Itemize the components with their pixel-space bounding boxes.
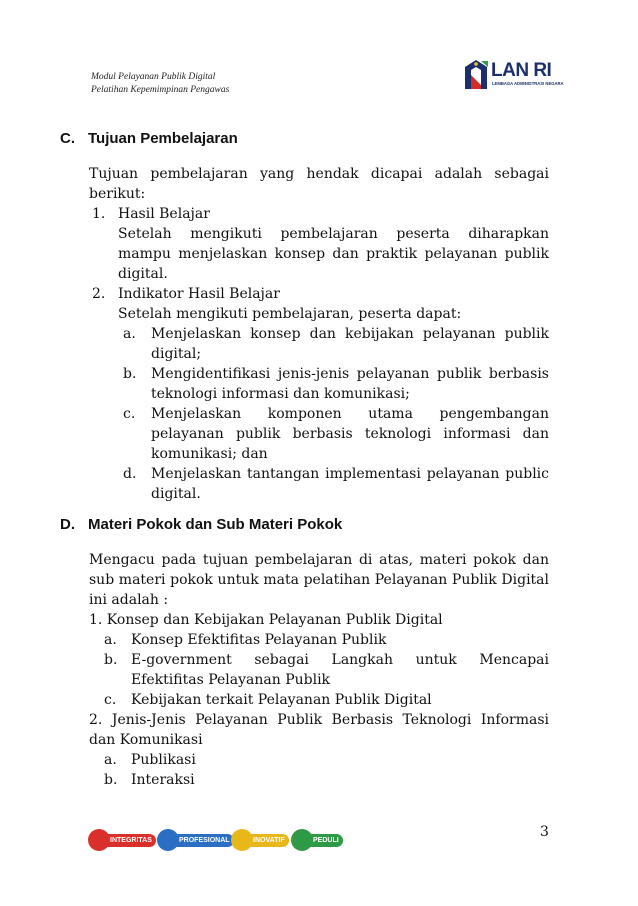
indicator-text-d: Menjelaskan tantangan implementasi pelayanan public digital. xyxy=(151,466,549,502)
indicator-label-c: c. xyxy=(123,406,136,422)
indicator-label-a: a. xyxy=(123,326,136,342)
indicator-label-d: d. xyxy=(123,466,137,482)
core-values-strip xyxy=(88,827,346,853)
header-training-title: Pelatihan Kepemimpinan Pengawas xyxy=(91,85,230,95)
materi-1-label-c: c. xyxy=(104,692,117,708)
indicator-text-c: Menjelaskan komponen utama pengembangan pelayanan publik berbasis teknologi informasi dan komunikasi; dan xyxy=(151,406,549,462)
value-badge-inovatif xyxy=(231,827,289,853)
section-c-heading xyxy=(60,130,238,147)
value-badge-integritas xyxy=(88,827,156,853)
indicator-text-a: Menjelaskan konsep dan kebijakan pelayanan publik digital; xyxy=(151,326,549,362)
indicator-text-b: Mengidentifikasi jenis-jenis pelayanan publik berbasis teknologi informasi dan komunikasi; xyxy=(151,366,549,402)
materi-2-label-b: b. xyxy=(104,772,118,788)
value-label-profesional: PROFESIONAL xyxy=(176,834,234,847)
materi-2-label-a: a. xyxy=(104,752,117,768)
section-d-letter: D. xyxy=(60,516,75,533)
result-text-1: Setelah mengikuti pembelajaran peserta diharapkan mampu menjelaskan konsep dan praktik pelayanan publik digital. xyxy=(118,226,549,282)
section-c-letter: C. xyxy=(60,130,75,147)
materi-1-label-b: b. xyxy=(104,652,118,668)
logo-wordmark: LAN RI xyxy=(491,60,552,81)
result-title-1: Hasil Belajar xyxy=(118,206,210,222)
materi-2-text-a: Publikasi xyxy=(131,752,196,768)
value-badge-profesional xyxy=(157,827,234,853)
materi-title-2: 2. Jenis-Jenis Pelayanan Publik Berbasis Teknologi Informasi dan Komunikasi xyxy=(89,712,549,748)
value-label-integritas: INTEGRITAS xyxy=(107,834,156,847)
materi-2-text-b: Interaksi xyxy=(131,772,195,788)
value-badge-peduli xyxy=(291,827,343,853)
section-c-intro: Tujuan pembelajaran yang hendak dicapai adalah sebagai berikut: xyxy=(89,166,549,202)
result-text-2: Setelah mengikuti pembelajaran, peserta dapat: xyxy=(118,306,462,322)
result-number-1: 1. xyxy=(92,206,106,222)
section-d-heading xyxy=(60,516,343,533)
indicator-label-b: b. xyxy=(123,366,137,382)
section-d-title: Materi Pokok dan Sub Materi Pokok xyxy=(88,516,343,533)
result-title-2: Indikator Hasil Belajar xyxy=(118,286,280,302)
logo-tagline: LEMBAGA ADMINISTRASI NEGARA xyxy=(492,81,564,86)
result-number-2: 2. xyxy=(92,286,106,302)
lan-ri-logo xyxy=(461,57,564,93)
materi-1-label-a: a. xyxy=(104,632,117,648)
header-module-title: Modul Pelayanan Publik Digital xyxy=(91,72,216,82)
materi-1-text-a: Konsep Efektifitas Pelayanan Publik xyxy=(131,632,387,648)
page-number: 3 xyxy=(540,824,549,840)
section-c-title: Tujuan Pembelajaran xyxy=(88,130,238,147)
lan-emblem-icon xyxy=(461,57,491,93)
materi-1-text-b: E-government sebagai Langkah untuk Mencapai Efektifitas Pelayanan Publik xyxy=(131,652,549,688)
materi-1-text-c: Kebijakan terkait Pelayanan Publik Digital xyxy=(131,692,432,708)
running-header xyxy=(91,71,229,97)
section-d-intro: Mengacu pada tujuan pembelajaran di atas, materi pokok dan sub materi pokok untuk mata pelatihan Pelayanan Publik Digital ini adalah : xyxy=(89,552,549,608)
materi-title-1: 1. Konsep dan Kebijakan Pelayanan Publik Digital xyxy=(89,612,443,628)
value-label-inovatif: INOVATIF xyxy=(250,834,289,847)
value-label-peduli: PEDULI xyxy=(310,834,343,847)
